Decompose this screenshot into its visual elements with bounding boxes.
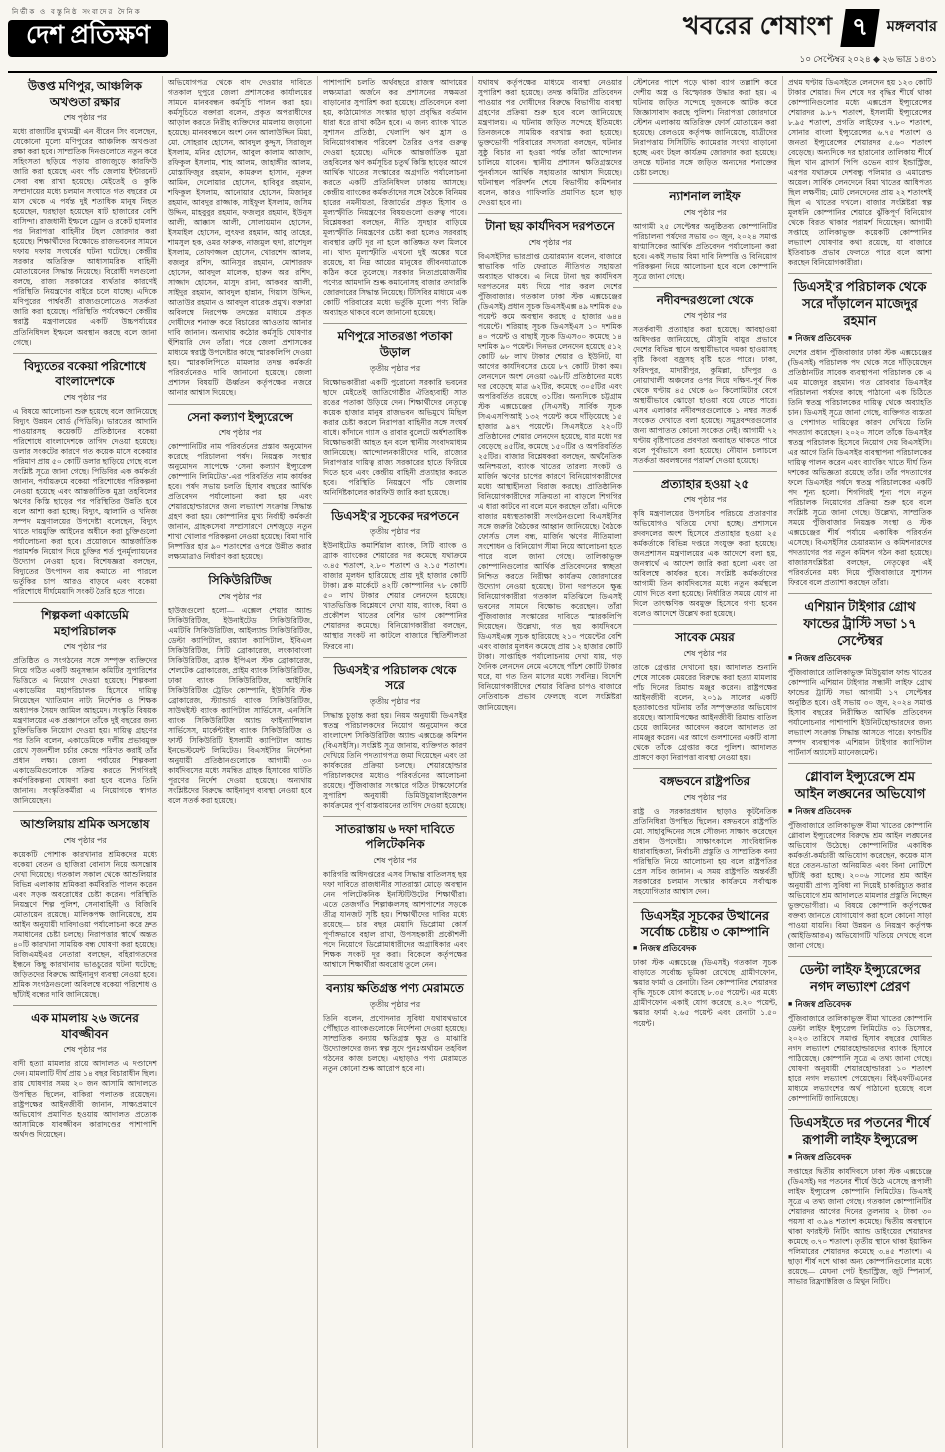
article-body: আগামী ২৫ সেপ্টেম্বর অনুষ্ঠিতব্য কোম্পানিটির পরিচালনা পর্ষদের সভায় ৩০ জুন, ২০২৪ সমাপ্ত ষাণ্মাসিকের আর্থিক প্রতিবেদন পর্যালোচনা করা হবে। একই সভায় বিমা দাবি নিষ্পত্তি ও বিনিয়োগ পরিকল্পনা নিয়ে আলোচনা হবে বলে কোম্পানি সূত্রে জানা গেছে।: [633, 221, 777, 281]
continuation-label: শেষ পৃষ্ঠার পর: [683, 207, 727, 217]
article-body: বিএসইসির ভারপ্রাপ্ত চেয়ারম্যান বলেন, বাজারে স্বাভাবিক গতি ফেরাতে নীতিগত সহায়তা অব্যাহত থাকবে। এ নিয়ে টানা ছয় কার্যদিবস দরপতনের মধ্য দিয়ে পার করল দেশের পুঁজিবাজার। গতকাল ঢাকা স্টক এক্সচেঞ্জের (ডিএসই) প্রধান সূচক ডিএসইএক্স ৪৯ দশমিক ৫৬ পয়েন্ট কমে অবস্থান করছে ৫ হাজার ৬৪৪ পয়েন্টে। শরিয়াহ সূচক ডিএসইএস ১০ দশমিক ৪০ পয়েন্ট ও বাছাই সূচক ডিএস৩০ কমেছে ১৪ দশমিক ৯০ পয়েন্ট। দিনভর লেনদেন হয়েছে ৫১২ কোটি ৬৮ লাখ টাকার শেয়ার ও ইউনিট, যা আগের কার্যদিবসের চেয়ে ৮৭ কোটি টাকা কম। লেনদেনে অংশ নেওয়া ৩৯৮টি প্রতিষ্ঠানের মধ্যে দর বেড়েছে মাত্র ৬২টির, কমেছে ৩০৫টির এবং অপরিবর্তিত রয়েছে ৩১টির। অন্যদিকে চট্টগ্রাম স্টক এক্সচেঞ্জের (সিএসই) সার্বিক সূচক সিএএসপিআই ১৩২ পয়েন্ট কমে দাঁড়িয়েছে ১৫ হাজার ৯৪৭ পয়েন্টে। সিএসইতে ২২০টি প্রতিষ্ঠানের শেয়ার লেনদেন হয়েছে, যার মধ্যে দর বেড়েছে ৪৫টির, কমেছে ১৫০টির ও অপরিবর্তিত ২৫টির। বাজার বিশ্লেষকরা বলছেন, অর্থনৈতিক অনিশ্চয়তা, ব্যাংক খাতের তারল্য সংকট ও মার্জিন ঋণের চাপের কারণে বিনিয়োগকারীদের মধ্যে আস্থাহীনতা বিরাজ করছে। প্রাতিষ্ঠানিক বিনিয়োগকারীদের সক্রিয়তা না বাড়লে শিগগির এ ধারা কাটবে না বলে মনে করছেন তাঁরা। এদিকে বাজার মধ্যস্থতাকারী সংগঠনগুলো বিএসইসির সঙ্গে জরুরি বৈঠকের আহ্বান জানিয়েছে। বৈঠকে ফোর্সড সেল বন্ধ, মার্জিন ঋণের নীতিমালা সংশোধন ও বিনিয়োগ সীমা নিয়ে আলোচনা হতে পারে বলে জানা গেছে। তালিকাভুক্ত কোম্পানিগুলোর আর্থিক প্রতিবেদনের স্বচ্ছতা নিশ্চিত করতে নিরীক্ষা কার্যক্রম জোরদারের উদ্যোগ নেওয়া হয়েছে। টানা দরপতনে ক্ষুব্ধ বিনিয়োগকারীরা গতকাল মতিঝিলে ডিএসই ভবনের সামনে বিক্ষোভ করেছেন। তাঁরা পুঁজিবাজার সংস্কারের দাবিতে স্মারকলিপি দিয়েছেন। উল্লেখ্য, গত ছয় কার্যদিবসে ডিএসইএক্স সূচক হারিয়েছে ২১০ পয়েন্টের বেশি এবং বাজার মূলধন কমেছে প্রায় ১২ হাজার কোটি টাকা। সাপ্তাহিক পর্যালোচনায় দেখা যায়, গড় দৈনিক লেনদেন নেমে এসেছে পাঁচশ কোটি টাকার ঘরে, যা গত তিন মাসের মধ্যে সর্বনিম্ন। বিদেশি বিনিয়োগকারীদের শেয়ার বিক্রির চাপও বাজারে নেতিবাচক প্রভাব ফেলছে বলে সংশ্লিষ্টরা জানিয়েছেন।: [478, 251, 622, 712]
article: [323, 323, 467, 497]
byline-square-icon: ■: [788, 654, 793, 663]
article-body: হাউজগুলো হলো— এক্সেল শেয়ার অ্যান্ড সিকিউরিটিজ, ইউনাইটেড সিকিউরিটিজ, এমটিবি সিকিউরিটিজ, আইল্যান্ড সিকিউরিটিজ, ডেল্টা ক্যাপিটাল, রয়্যাল ক্যাপিটাল, ইবিএল সিকিউরিটিজ, সিটি ব্রোকারেজ, লংকাবাংলা সিকিউরিটিজ, ব্র্যাক ইপিএল স্টক ব্রোকারেজ, শেলটেক ব্রোকারেজ, প্রাইম ব্যাংক সিকিউরিটিজ, ঢাকা ব্যাংক সিকিউরিটিজ, আইসিবি সিকিউরিটিজ ট্রেডিং কোম্পানি, ইউসিবি স্টক ব্রোকারেজ, স্ট্যান্ডার্ড ব্যাংক সিকিউরিটিজ, সাউথইস্ট ব্যাংক ক্যাপিটাল সার্ভিসেস, এনসিসি ব্যাংক সিকিউরিটিজ অ্যান্ড ফাইন্যান্সিয়াল সার্ভিসেস, মার্কেন্টাইল ব্যাংক সিকিউরিটিজ ও ফার্স্ট সিকিউরিটি ইসলামী ক্যাপিটাল অ্যান্ড ইনভেস্টমেন্ট লিমিটেড। বিএসইসির নির্দেশনা অনুযায়ী প্রতিষ্ঠানগুলোকে আগামী ৩০ কার্যদিবসের মধ্যে সমন্বিত গ্রাহক হিসাবের ঘাটতি পূরণের নির্দেশ দেওয়া হয়েছে। অন্যথায় সংশ্লিষ্টদের বিরুদ্ধে আইনানুগ ব্যবস্থা নেওয়া হবে বলে সতর্ক করা হয়েছে।: [168, 605, 312, 806]
section-header: [683, 6, 937, 67]
article: [168, 78, 312, 399]
article: [478, 78, 622, 208]
article-headline: ন্যাশনাল লাইফ: [669, 189, 741, 204]
news-column: [162, 76, 317, 1448]
article: [633, 902, 777, 1029]
article-headline: বন্যায় ক্ষতিগ্রস্ত পণ্য মেরামতে: [326, 981, 464, 996]
continuation-label: শেষ পৃষ্ঠার পর: [373, 856, 417, 866]
byline-text: নিজস্ব প্রতিবেদক: [640, 943, 697, 954]
article-body: সিদ্ধান্ত চূড়ান্ত করা হয়। নিয়ম অনুযায়ী ডিএসইর স্বতন্ত্র পরিচালকদের নিয়োগ অনুমোদন করে বাংলাদেশ সিকিউরিটিজ অ্যান্ড এক্সচেঞ্জ কমিশন (বিএসইসি)। সংশ্লিষ্ট সূত্র জানায়, ব্যক্তিগত কারণ দেখিয়ে তিনি পদত্যাগপত্র জমা দিয়েছেন এবং তা কার্যকরের প্রক্রিয়া চলছে। শেয়ারহোল্ডার পরিচালকদের মধ্যেও পরিবর্তনের আলোচনা রয়েছে। পুঁজিবাজার সংস্কারে গঠিত টাস্কফোর্সের সুপারিশ অনুযায়ী ডিমিউচুয়ালাইজেশন কার্যক্রমের পূর্ণ বাস্তবায়নের তাগিদ দেওয়া হয়েছে।: [323, 710, 467, 810]
article-body: পুঁজিবাজারে তালিকাভুক্ত মিউচুয়াল ফান্ড খাতের কোম্পানি এশিয়ান টাইগার সন্ধানী লাইফ গ্রোথ ফান্ডের ট্রাস্টি সভা আগামী ১৭ সেপ্টেম্বর অনুষ্ঠিত হবে। ওই সভায় ৩০ জুন, ২০২৪ সমাপ্ত হিসাব বছরের নিরীক্ষিত আর্থিক প্রতিবেদন পর্যালোচনার পাশাপাশি ইউনিটহোল্ডারদের জন্য লভ্যাংশ সংক্রান্ত সিদ্ধান্ত আসতে পারে। ফান্ডটির সম্পদ ব্যবস্থাপক এশিয়ান টাইগার ক্যাপিটাল পার্টনার্স অ্যাসেট ম্যানেজমেন্ট।: [788, 668, 932, 758]
article-headline: ডিএসই'র পরিচালক থেকে সরে দাঁড়ালেন মাজেদুর রহমান: [793, 279, 927, 329]
page-number: ৭: [851, 13, 868, 40]
article-body: কারিগরি অধিদপ্তরের এসব সিদ্ধান্ত বাতিলসহ ছয় দফা দাবিতে রাজধানীর সাতরাস্তা মোড়ে অবস্থান নেন পলিটেকনিক ইনস্টিটিউটের শিক্ষার্থীরা। এতে তেজগাঁও শিল্পাঞ্চলসহ আশপাশের সড়কে তীব্র যানজট সৃষ্টি হয়। শিক্ষার্থীদের দাবির মধ্যে রয়েছে— চার বছর মেয়াদি ডিপ্লোমা কোর্স পূর্ণাঙ্গভাবে বহাল রাখা, উপসহকারী প্রকৌশলী পদে নিয়োগে ডিপ্লোমাধারীদের অগ্রাধিকার এবং শিক্ষক সংকট দূর করা। বিকেলে কর্তৃপক্ষের আশ্বাসে শিক্ষার্থীরা অবরোধ তুলে নেন।: [323, 870, 467, 970]
byline: [788, 998, 932, 1012]
article-headline: সাতরাস্তায় ৬ দফা দাবিতে পলিটেকনিক: [335, 821, 455, 852]
article: [323, 816, 467, 970]
article-headline: আশুলিয়ায় শ্রমিক অসন্তোষ: [20, 817, 150, 832]
page-header: [8, 6, 937, 73]
byline: [633, 942, 777, 956]
columns: [8, 76, 937, 1448]
article: [788, 593, 932, 758]
byline: [788, 805, 932, 819]
article: [323, 975, 467, 1074]
byline-text: নিজস্ব প্রতিবেদক: [795, 332, 852, 343]
section-title: খবরের শেষাংশ: [682, 13, 833, 40]
article: [633, 78, 777, 178]
article-body: সপ্তাহের দ্বিতীয় কার্যদিবসে ঢাকা স্টক এক্সচেঞ্জে (ডিএসই) দর পতনের শীর্ষে উঠে এসেছে রূপালী লাইফ ইন্স্যুরেন্স কোম্পানি লিমিটেড। ডিএসই সূত্রে এ তথ্য জানা গেছে। গতকাল কোম্পানিটির শেয়ারদর আগের দিনের তুলনায় ২ টাকা ৩০ পয়সা বা ৩.৯৪ শতাংশ কমেছে। দ্বিতীয় অবস্থানে থাকা ফারইস্ট নিটিং অ্যান্ড ডাইংয়ের শেয়ারদর কমেছে ৩.৭০ শতাংশ। তৃতীয় স্থানে থাকা ইয়াকিন পলিমারের শেয়ারদর কমেছে ৩.৪৫ শতাংশ। এ ছাড়া শীর্ষ দশে থাকা অন্য কোম্পানিগুলোর মধ্যে রয়েছে— মেঘনা পেট ইন্ডাস্ট্রিজ, জুট স্পিনার্স, সাভার রিফ্র্যাক্টরিজ ও মিথুন নিটিং।: [788, 1166, 932, 1287]
article: [323, 78, 467, 318]
news-column: [8, 76, 162, 1448]
byline-text: নিজস্ব প্রতিবেদক: [795, 1151, 852, 1162]
article-body: পুঁজিবাজারে তালিকাভুক্ত বীমা খাতের কোম্পানি ডেল্টা লাইফ ইন্স্যুরেন্স লিমিটেড ৩১ ডিসেম্বর, ২০২৩ তারিখে সমাপ্ত হিসাব বছরের ঘোষিত নগদ লভ্যাংশ শেয়ারহোল্ডারদের ব্যাংক হিসাবে পাঠিয়েছে। কোম্পানি সূত্রে এ তথ্য জানা গেছে। ঘোষণা অনুযায়ী শেয়ারহোল্ডাররা ১০ শতাংশ হারে নগদ লভ্যাংশ পেয়েছেন। বিইএফটিএনের মাধ্যমে লভ্যাংশের অর্থ পাঠানো হয়েছে বলে কোম্পানিটি জানিয়েছে।: [788, 1013, 932, 1104]
continuation-label: শেষ পৃষ্ঠার পর: [63, 642, 107, 652]
masthead-tagline: নির্ভীক ও বস্তুনিষ্ঠ সংবাদের দৈনিক: [12, 8, 142, 16]
article-body: বিক্ষোভকারীরা একটি পুরোনো সরকারি ভবনের ছাদে মেইতেই জাতিগোষ্ঠীর ঐতিহ্যবাহী সাত রঙের পতাকা উড়িয়ে দেন। শিক্ষার্থীদের নেতৃত্বে কয়েক হাজার মানুষ রাজভবন অভিমুখে মিছিল করার চেষ্টা করলে নিরাপত্তা বাহিনীর সঙ্গে সংঘর্ষ বাধে। কাঁদানে গ্যাস ও রাবার বুলেটে অর্ধশতাধিক বিক্ষোভকারী আহত হন বলে স্থানীয় সংবাদমাধ্যম জানিয়েছে। আন্দোলনকারীদের দাবি, রাজ্যের নিরাপত্তার দায়িত্ব রাজ্য সরকারের হাতে ফিরিয়ে দিতে হবে এবং কেন্দ্রীয় বাহিনী প্রত্যাহার করতে হবে। পরিস্থিতি নিয়ন্ত্রণে পাঁচ জেলায় অনির্দিষ্টকালের কারফিউ জারি করা হয়েছে।: [323, 377, 467, 497]
article: [13, 811, 157, 1000]
article: [13, 1005, 157, 1139]
article-body: এ বিষয়ে আলোচনা শুরু হয়েছে বলে জানিয়েছে বিদ্যুৎ উন্নয়ন বোর্ড (পিডিবি)। ভারতের আদানি পাওয়ারসহ কয়েকটি প্রতিষ্ঠানের বকেয়া পরিশোধে বাংলাদেশকে তাগিদ দেওয়া হয়েছে। ডলার সংকটের কারণে গত কয়েক মাসে বকেয়ার পরিমাণ প্রায় ৫০ কোটি ডলার ছাড়িয়ে গেছে বলে সংশ্লিষ্ট সূত্রে জানা গেছে। পিডিবির এক কর্মকর্তা জানান, পর্যায়ক্রমে বকেয়া পরিশোধের পরিকল্পনা নেওয়া হয়েছে এবং আন্তর্জাতিক মুদ্রা তহবিলের ঋণের কিস্তি ছাড়ের পর পরিস্থিতির উন্নতি হবে বলে আশা করা হচ্ছে। বিদ্যুৎ, জ্বালানি ও খনিজ সম্পদ মন্ত্রণালয়ের উপদেষ্টা বলেছেন, বিদ্যুৎ খাতে দায়মুক্তি আইনের অধীনে করা চুক্তিগুলো পর্যালোচনা করা হবে। প্রয়োজনে আন্তর্জাতিক পরামর্শক নিয়োগ দিয়ে চুক্তির শর্ত পুনর্মূল্যায়নের উদ্যোগ নেওয়া হবে। বিশেষজ্ঞরা বলছেন, বিদ্যুতের উৎপাদন ব্যয় কমাতে না পারলে ভর্তুকির চাপ আরও বাড়বে এবং বকেয়া পরিশোধে দীর্ঘমেয়াদি সংকট তৈরি হতে পারে।: [13, 406, 157, 596]
article-body: কোম্পানিটির নাম পরিবর্তনের প্রস্তাব অনুমোদন করেছে পরিচালনা পর্ষদ। নিয়ন্ত্রক সংস্থার অনুমোদন সাপেক্ষে ‘সেনা কল্যাণ ইন্স্যুরেন্স কোম্পানি লিমিটেড’-এর পরিবর্তিত নাম কার্যকর হবে। পর্ষদ সভায় চলতি হিসাব বছরের আর্থিক প্রতিবেদন পর্যালোচনা করা হয় এবং শেয়ারহোল্ডারদের জন্য লভ্যাংশ সংক্রান্ত সিদ্ধান্ত গ্রহণ করা হয়। কোম্পানির মুখ্য নির্বাহী কর্মকর্তা জানান, গ্রাহকসেবা সম্প্রসারণে দেশজুড়ে নতুন শাখা খোলার পরিকল্পনা নেওয়া হয়েছে। বিমা দাবি নিষ্পত্তির হার ৯০ শতাংশের ওপরে উন্নীত করার লক্ষ্যমাত্রাও নির্ধারণ করা হয়েছে।: [168, 442, 312, 562]
article: [633, 183, 777, 282]
continuation-label: তৃতীয় পৃষ্ঠার পর: [369, 696, 421, 706]
article-body: স্টেশনের পাশে পড়ে থাকা ব্যাগ তল্লাশি করে দেশীয় অস্ত্র ও বিস্ফোরক উদ্ধার করা হয়। এ ঘটনায় জড়িত সন্দেহে দুজনকে আটক করে জিজ্ঞাসাবাদ করছে পুলিশ। নিরাপত্তা জোরদারে স্টেশন এলাকায় অতিরিক্ত ফোর্স মোতায়েন করা হয়েছে। রেলওয়ে কর্তৃপক্ষ জানিয়েছে, যাত্রীদের নিরাপত্তায় সিসিটিভি ক্যামেরার সংখ্যা বাড়ানো হচ্ছে এবং টহল কার্যক্রম জোরদার করা হয়েছে। তদন্তে ঘটনার সঙ্গে জড়িত অন্যদের শনাক্তের চেষ্টা চলছে।: [633, 78, 777, 178]
continuation-label: তৃতীয় পৃষ্ঠার পর: [369, 999, 421, 1009]
continuation-label: শেষ পৃষ্ঠার পর: [528, 237, 572, 247]
article-headline: মণিপুরে সাতরঙা পতাকা উড়াল: [337, 329, 453, 359]
article: [788, 763, 932, 951]
news-column: [782, 76, 937, 1448]
byline-text: নিজস্ব প্রতিবেদক: [795, 653, 852, 664]
article-body: ইউনাইটেড কমার্শিয়াল ব্যাংক, সিটি ব্যাংক ও ব্র্যাক ব্যাংকের শেয়ারের দর কমেছে যথাক্রমে ৩.৪৫ শতাংশ, ২.৮০ শতাংশ ও ২.১৫ শতাংশ। বাজার মূলধন হারিয়েছে প্রায় দুই হাজার কোটি টাকা। ব্লক মার্কেটে ৪২টি কোম্পানির ৭৮ কোটি ৫০ লাখ টাকার শেয়ার লেনদেন হয়েছে। খাতভিত্তিক বিশ্লেষণে দেখা যায়, ব্যাংক, বিমা ও প্রকৌশল খাতের বেশির ভাগ কোম্পানির শেয়ারদর কমেছে। বিনিয়োগকারীরা বলছেন, আস্থার সংকট না কাটলে বাজারে স্থিতিশীলতা ফিরবে না।: [323, 541, 467, 651]
byline-square-icon: ■: [788, 333, 793, 342]
date-line: ১০ সেপ্টেম্বর ২০২৪ ◆ ২৬ ভাদ্র ১৪৩১: [799, 54, 937, 64]
article-headline: এশিয়ান টাইগার গ্রোথ ফান্ডের ট্রাস্টি সভা ১৭ সেপ্টেম্বর: [803, 599, 917, 649]
article-body: প্রতিষ্ঠিত ও সংগঠনের সঙ্গে সম্পৃক্ত ব্যক্তিদের নিয়ে গঠিত একটি অনুসন্ধান কমিটির সুপারিশের ভিত্তিতে এ নিয়োগ দেওয়া হয়েছে। শিল্পকলা একাডেমির মহাপরিচালক হিসেবে দায়িত্ব নিয়েছেন খ্যাতিমান নাট্য নির্দেশক ও শিক্ষক অধ্যাপক সৈয়দ জামিল আহমেদ। সংস্কৃতি বিষয়ক মন্ত্রণালয়ের এক প্রজ্ঞাপনে তাঁকে দুই বছরের জন্য চুক্তিভিত্তিক নিয়োগ দেওয়া হয়। দায়িত্ব গ্রহণের পর তিনি বলেন, একাডেমিকে দলীয় প্রভাবমুক্ত রেখে সৃজনশীল চর্চার কেন্দ্রে পরিণত করাই তাঁর প্রধান লক্ষ্য। জেলা পর্যায়ের শিল্পকলা একাডেমিগুলোকে সক্রিয় করতে শিগগিরই কর্মপরিকল্পনা ঘোষণা করা হবে বলেও তিনি জানান। সংস্কৃতিকর্মীরা এ নিয়োগকে স্বাগত জানিয়েছেন।: [13, 656, 157, 806]
article-headline: উত্তপ্ত মণিপুর, আঞ্চলিক অখণ্ডতা রক্ষার: [27, 79, 143, 109]
article-body: দেশের প্রধান পুঁজিবাজার ঢাকা স্টক এক্সচেঞ্জের (ডিএসই) পরিচালক পদ থেকে সরে দাঁড়িয়েছেন প্রতিষ্ঠানটির সাবেক ব্যবস্থাপনা পরিচালক কে এ এম মাজেদুর রহমান। গত রোববার ডিএসইর পরিচালনা পর্ষদের কাছে পাঠানো এক চিঠিতে তিনি স্বতন্ত্র পরিচালকের দায়িত্ব থেকে অব্যাহতি চান। ডিএসই সূত্রে জানা গেছে, ব্যক্তিগত ব্যস্ততা ও পেশাগত দায়িত্বের কারণ দেখিয়ে তিনি পদত্যাগ করেছেন। ২০২০ সালে তাঁকে ডিএসইর স্বতন্ত্র পরিচালক হিসেবে নিয়োগ দেয় বিএসইসি। এর আগে তিনি ডিএসইর ব্যবস্থাপনা পরিচালকের দায়িত্ব পালন করেন এবং ব্যাংকিং খাতে দীর্ঘ তিন দশকের অভিজ্ঞতা রয়েছে তাঁর। তাঁর পদত্যাগের ফলে ডিএসইর পর্ষদে স্বতন্ত্র পরিচালকের একটি পদ শূন্য হলো। শিগগিরই শূন্য পদে নতুন পরিচালক নিয়োগের প্রক্রিয়া শুরু হবে বলে সংশ্লিষ্ট সূত্রে জানা গেছে। উল্লেখ্য, সাম্প্রতিক সময়ে পুঁজিবাজার নিয়ন্ত্রক সংস্থা ও স্টক এক্সচেঞ্জের শীর্ষ পর্যায়ে একাধিক পরিবর্তন এসেছে। বিএসইসির চেয়ারম্যান ও কমিশনারদের পদত্যাগের পর নতুন কমিশন গঠন করা হয়েছে। বাজারসংশ্লিষ্টরা বলছেন, নেতৃত্বের এই পরিবর্তনের মধ্য দিয়ে পুঁজিবাজারে সুশাসন ফিরবে বলে প্রত্যাশা করছেন তাঁরা।: [788, 347, 932, 588]
article: [478, 213, 622, 712]
article-headline: ডেল্টা লাইফ ইন্স্যুরেন্সের নগদ লভ্যাংশ প্রেরণ: [799, 962, 921, 995]
byline-text: নিজস্ব প্রতিবেদক: [795, 998, 852, 1009]
article: [788, 273, 932, 588]
continuation-label: শেষ পৃষ্ঠার পর: [63, 1045, 107, 1055]
article: [323, 503, 467, 652]
article-body: তাকে গ্রেপ্তার দেখানো হয়। আদালত শুনানি শেষে সাবেক মেয়রের বিরুদ্ধে করা হত্যা মামলায় পাঁচ দিনের রিমান্ড মঞ্জুর করেন। রাষ্ট্রপক্ষের আইনজীবী বলেন, ২০১৯ সালের একটি হত্যাকাণ্ডের ঘটনায় তাঁর সম্পৃক্ততার অভিযোগ রয়েছে। আসামিপক্ষের আইনজীবী রিমান্ড বাতিল চেয়ে জামিনের আবেদন করলে আদালত তা নামঞ্জুর করেন। এর আগে গুলশানের একটি বাসা থেকে তাঁকে গ্রেপ্তার করে পুলিশ। আদালত প্রাঙ্গণে কড়া নিরাপত্তা ব্যবস্থা নেওয়া হয়।: [633, 663, 777, 763]
page-number-badge: [840, 9, 879, 47]
article-headline: এক মামলায় ২৬ জনের যাবজ্জীবন: [31, 1011, 139, 1041]
article-headline: সেনা কল্যাণ ইন্স্যুরেন্সে: [187, 409, 293, 424]
article-headline: শিল্পকলা একাডেমি মহাপরিচালক: [41, 608, 129, 638]
continuation-label: শেষ পৃষ্ঠার পর: [683, 495, 727, 505]
continuation-label: তৃতীয় পৃষ্ঠার পর: [369, 363, 421, 373]
article-headline: নদীবন্দরগুলো থেকে: [656, 292, 754, 307]
byline-square-icon: ■: [788, 1152, 793, 1161]
article-body: সতর্কবাণী প্রত্যাহার করা হয়েছে। আবহাওয়া অধিদপ্তর জানিয়েছে, মৌসুমি বায়ুর প্রভাবে দেশের বিভিন্ন স্থানে অস্থায়ীভাবে দমকা হাওয়াসহ বৃষ্টি কিংবা বজ্রসহ বৃষ্টি হতে পারে। ঢাকা, ফরিদপুর, মাদারীপুর, কুমিল্লা, চাঁদপুর ও নোয়াখালী অঞ্চলের ওপর দিয়ে দক্ষিণ-পূর্ব দিক থেকে ঘণ্টায় ৪৫ থেকে ৬০ কিলোমিটার বেগে অস্থায়ীভাবে ঝোড়ো হাওয়া বয়ে যেতে পারে। এসব এলাকার নদীবন্দরগুলোকে ১ নম্বর সতর্ক সংকেত দেখাতে বলা হয়েছে। সমুদ্রবন্দরগুলোর জন্য আপাতত কোনো সংকেত নেই। আগামী ৭২ ঘণ্টায় বৃষ্টিপাতের প্রবণতা অব্যাহত থাকতে পারে বলে পূর্বাভাসে বলা হয়েছে। নৌযান চলাচলে সতর্কতা অবলম্বনের পরামর্শ দেওয়া হয়েছে।: [633, 325, 777, 465]
byline-text: নিজস্ব প্রতিবেদক: [795, 805, 852, 816]
section-header-row: [683, 6, 937, 49]
article-headline: বঙ্গভবনে রাষ্ট্রপতির: [659, 774, 751, 789]
article-headline: সিকিউরিটিজ: [208, 573, 272, 588]
byline-square-icon: ■: [633, 944, 638, 953]
article-body: অভিযোগপত্র থেকে বাদ দেওয়ার দাবিতে গতকাল দুপুরে জেলা প্রশাসকের কার্যালয়ের সামনে মানববন্ধন কর্মসূচি পালন করা হয়। কর্মসূচিতে বক্তারা বলেন, প্রকৃত অপরাধীদের আড়াল করতে নিরীহ ব্যক্তিদের মামলায় জড়ানো হয়েছে। মানববন্ধনে অংশ নেন আলাউদ্দিন মিয়া, মো. সোহরাব হোসেন, আবদুল কুদ্দুস, সিরাজুল ইসলাম, মনির হোসেন, আবুল কালাম আজাদ, রফিকুল ইসলাম, শাহ আলম, জাহাঙ্গীর আলম, মোস্তাফিজুর রহমান, কামরুল হাসান, নূরুল আমিন, দেলোয়ার হোসেন, হাবিবুর রহমান, শফিকুল ইসলাম, আনোয়ার হোসেন, মিজানুর রহমান, আবদুর রাজ্জাক, সাইফুল ইসলাম, জসিম উদ্দিন, মাহবুবুর রহমান, ফজলুর রহমান, ইউনুস আলী, আক্কাস আলী, সোলায়মান হোসেন, ইসমাইল হোসেন, লুৎফর রহমান, আবু তাহের, শামসুল হক, ওমর ফারুক, নাজমুল হুদা, রাশেদুল ইসলাম, তোফাজ্জল হোসেন, খোরশেদ আলম, বজলুর রশিদ, আনিসুর রহমান, মোশাররফ হোসেন, আবদুল মালেক, হারুন অর রশিদ, সাজ্জাদ হোসেন, মাসুদ রানা, আকবর আলী, সাইদুর রহমান, আবদুল হান্নান, গিয়াস উদ্দিন, আতাউর রহমান ও আবদুল বারেক প্রমুখ। বক্তারা অবিলম্বে নিরপেক্ষ তদন্তের মাধ্যমে প্রকৃত দোষীদের শনাক্ত করে বিচারের আওতায় আনার দাবি জানান। অন্যথায় কঠোর কর্মসূচি ঘোষণার হুঁশিয়ারি দেন তাঁরা। পরে জেলা প্রশাসকের মাধ্যমে স্বরাষ্ট্র উপদেষ্টার কাছে স্মারকলিপি দেওয়া হয়। স্মারকলিপিতে মামলার তদন্ত কর্মকর্তা পরিবর্তনেরও দাবি জানানো হয়েছে। জেলা প্রশাসন বিষয়টি ঊর্ধ্বতন কর্তৃপক্ষের নজরে আনার আশ্বাস দিয়েছে।: [168, 78, 312, 398]
article: [788, 1109, 932, 1287]
article-headline: ডিএসই'র সূচকের দরপতনে: [331, 508, 459, 523]
continuation-label: শেষ পৃষ্ঠার পর: [683, 792, 727, 802]
masthead: [8, 6, 168, 57]
article: [633, 768, 777, 897]
article-body: ঢাকা স্টক এক্সচেঞ্জে (ডিএসই) গতকাল সূচক বাড়াতে সর্বোচ্চ ভূমিকা রেখেছে গ্রামীণফোন, স্কয়ার ফার্মা ও রেনাটা। তিন কোম্পানির শেয়ারদর বৃদ্ধি সূচকে যোগ করেছে ৮.৩৫ পয়েন্ট। এর মধ্যে গ্রামীণফোন একাই যোগ করেছে ৪.২০ পয়েন্ট, স্কয়ার ফার্মা ২.৬৫ পয়েন্ট এবং রেনাটা ১.৫০ পয়েন্ট।: [633, 958, 777, 1028]
news-column: [472, 76, 627, 1448]
article-headline: টানা ছয় কার্যদিবস দরপতনে: [485, 219, 615, 234]
continuation-label: শেষ পৃষ্ঠার পর: [218, 428, 262, 438]
article: [13, 602, 157, 806]
continuation-label: শেষ পৃষ্ঠার পর: [683, 649, 727, 659]
byline-square-icon: ■: [788, 806, 793, 815]
article: [788, 956, 932, 1104]
article: [168, 404, 312, 563]
byline-square-icon: ■: [788, 999, 793, 1008]
continuation-label: শেষ পৃষ্ঠার পর: [218, 591, 262, 601]
article-body: পুঁজিবাজারে তালিকাভুক্ত বীমা খাতের কোম্পানি গ্লোবাল ইন্স্যুরেন্সের বিরুদ্ধে শ্রম আইন লঙ্ঘনের অভিযোগ উঠেছে। কোম্পানিটির একাধিক কর্মকর্তা-কর্মচারী অভিযোগ করেছেন, কয়েক মাস ধরে বেতন-ভাতা অনিয়মিত এবং বিনা নোটিশে ছাঁটাই করা হচ্ছে। ২০০৬ সালের শ্রম আইন অনুযায়ী প্রাপ্য সুবিধা না দিয়েই চাকরিচ্যুত করার অভিযোগে শ্রম আদালতে মামলার প্রস্তুতি নিচ্ছেন ভুক্তভোগীরা। এ বিষয়ে কোম্পানি কর্তৃপক্ষের বক্তব্য জানতে যোগাযোগ করা হলে কোনো সাড়া পাওয়া যায়নি। বিমা উন্নয়ন ও নিয়ন্ত্রণ কর্তৃপক্ষ (আইডিআরএ) অভিযোগটি খতিয়ে দেখছে বলে জানা গেছে।: [788, 820, 932, 951]
article-body: কৃষি মন্ত্রণালয়ের উপসচিব পরিচয়ে প্রতারণার অভিযোগও খতিয়ে দেখা হচ্ছে। প্রশাসনে রদবদলের অংশ হিসেবে প্রত্যাহার হওয়া ২৫ কর্মকর্তাকে বিভিন্ন দপ্তরে সংযুক্ত করা হয়েছে। জনপ্রশাসন মন্ত্রণালয়ের এক আদেশে বলা হয়, জনস্বার্থে এ আদেশ জারি করা হলো এবং তা অবিলম্বে কার্যকর হবে। সংশ্লিষ্ট কর্মকর্তাদের আগামী তিন কার্যদিবসের মধ্যে নতুন কর্মস্থলে যোগ দিতে বলা হয়েছে। নির্ধারিত সময়ে যোগ না দিলে তাৎক্ষণিক অবমুক্ত হিসেবে গণ্য হবেন বলেও আদেশে উল্লেখ করা হয়েছে।: [633, 509, 777, 619]
article-body: পাশাপাশি চলতি অর্থবছরে রাজস্ব আদায়ের লক্ষ্যমাত্রা অর্জনে কর প্রশাসনের সক্ষমতা বাড়ানোর সুপারিশ করা হয়েছে। প্রতিবেদনে বলা হয়, কাঠামোগত সংস্কার ছাড়া প্রবৃদ্ধির বর্তমান ধারা ধরে রাখা কঠিন হবে। এ জন্য ব্যাংক খাতে সুশাসন প্রতিষ্ঠা, খেলাপি ঋণ হ্রাস ও বিনিয়োগবান্ধব পরিবেশ তৈরির ওপর গুরুত্ব দেওয়া হয়েছে। এদিকে আন্তর্জাতিক মুদ্রা তহবিলের ঋণ কর্মসূচির চতুর্থ কিস্তি ছাড়ের আগে আর্থিক খাতের সংস্কারের অগ্রগতি পর্যালোচনা করতে একটি প্রতিনিধিদল ঢাকায় আসছে। কেন্দ্রীয় ব্যাংকের কর্মকর্তাদের সঙ্গে বৈঠকে বিনিময় হারের নমনীয়তা, রিজার্ভের প্রকৃত হিসাব ও মূল্যস্ফীতি নিয়ন্ত্রণের বিষয়গুলো গুরুত্ব পাবে। বিশ্লেষকরা বলছেন, নীতি সুদহার বাড়িয়ে মূল্যস্ফীতি নিয়ন্ত্রণের চেষ্টা করা হলেও সরবরাহ ব্যবস্থার ত্রুটি দূর না হলে কাঙ্ক্ষিত ফল মিলবে না। খাদ্য মূল্যস্ফীতি এখনো দুই অঙ্কের ঘরে রয়েছে, যা নিম্ন আয়ের মানুষের জীবনযাত্রাকে কঠিন করে তুলেছে। সরকার নিত্যপ্রয়োজনীয় পণ্যের আমদানি শুল্ক কমানোসহ বাজার তদারকি জোরদারের সিদ্ধান্ত নিয়েছে। টিসিবির মাধ্যমে এক কোটি পরিবারের মধ্যে ভর্তুকি মূল্যে পণ্য বিক্রি অব্যাহত থাকবে বলে জানানো হয়েছে।: [323, 78, 467, 318]
article-headline: প্রত্যাহার হওয়া ২৫: [660, 476, 750, 491]
news-column: [627, 76, 782, 1448]
article-body: মধ্যে রাজ্যটির মুখ্যমন্ত্রী এন বীরেন সিং বলেছেন, যেকোনো মূল্যে মণিপুরের আঞ্চলিক অখণ্ডতা রক্ষা করা হবে। সাম্প্রতিক দিনগুলোতে নতুন করে সহিংসতা ছড়িয়ে পড়ায় রাজ্যজুড়ে কারফিউ জারি করা হয়েছে এবং পাঁচ জেলায় ইন্টারনেট সেবা বন্ধ রাখা হয়েছে। মেইতেই ও কুকি সম্প্রদায়ের মধ্যে চলমান সংঘাতে গত বছরের মে মাস থেকে এ পর্যন্ত দুই শতাধিক মানুষ নিহত হয়েছেন, ঘরছাড়া হয়েছেন ষাট হাজারের বেশি বাসিন্দা। রাজধানী ইম্ফলে ড্রোন ও রকেট হামলার পর নিরাপত্তা বাহিনীর টহল জোরদার করা হয়েছে। শিক্ষার্থীদের বিক্ষোভে রাজভবনের সামনে দফায় দফায় সংঘর্ষের ঘটনা ঘটেছে। কেন্দ্রীয় সরকার অতিরিক্ত আধাসামরিক বাহিনী মোতায়েনের সিদ্ধান্ত নিয়েছে। বিরোধী দলগুলো বলছে, রাজ্য সরকারের ব্যর্থতার কারণেই পরিস্থিতি নিয়ন্ত্রণের বাইরে চলে যাচ্ছে। এদিকে মণিপুরের পার্শ্ববর্তী রাজ্যগুলোতেও সতর্কতা জারি করা হয়েছে। পরিস্থিতি পর্যবেক্ষণে কেন্দ্রীয় স্বরাষ্ট্র মন্ত্রণালয়ের একটি উচ্চপর্যায়ের প্রতিনিধিদল ইম্ফলে অবস্থান করছে বলে জানা গেছে।: [13, 127, 157, 347]
article: [633, 287, 777, 466]
article-headline: ডিএসই'র পরিচালক থেকে সরে: [333, 662, 457, 693]
continuation-label: শেষ পৃষ্ঠার পর: [63, 392, 107, 402]
article: [323, 657, 467, 811]
continuation-label: শেষ পৃষ্ঠার পর: [63, 113, 107, 123]
article-body: তিনি বলেন, প্রণোদনার সুবিধা যথাযথভাবে পৌঁছাতে ব্যাংকগুলোকে নির্দেশনা দেওয়া হয়েছে। সাম্প্রতিক বন্যায় ক্ষতিগ্রস্ত ক্ষুদ্র ও মাঝারি উদ্যোক্তাদের জন্য স্বল্প সুদে পুনঃঅর্থায়ন তহবিল গঠনের কাজ চলছে। এছাড়াও পণ্য মেরামতে নতুন কোনো শুল্ক আরোপ হবে না।: [323, 1013, 467, 1073]
article: [788, 78, 932, 268]
weekday-label: মঙ্গলবার: [886, 19, 937, 35]
article: [13, 79, 157, 348]
news-column: [317, 76, 472, 1448]
article-body: কয়েকটি পোশাক কারখানার শ্রমিকদের মধ্যে বকেয়া বেতন ও হাজিরা বোনাস নিয়ে অসন্তোষ দেখা দিয়েছে। গতকাল সকাল থেকে আশুলিয়ার বিভিন্ন এলাকায় শ্রমিকরা কর্মবিরতি পালন করেন এবং সড়ক অবরোধের চেষ্টা করেন। পরিস্থিতি নিয়ন্ত্রণে শিল্প পুলিশ, সেনাবাহিনী ও বিজিবি মোতায়েন রয়েছে। মালিকপক্ষ জানিয়েছে, শ্রম আইন অনুযায়ী দাবিদাওয়া পর্যালোচনা করে দ্রুত সমাধানের চেষ্টা চলছে। নিরাপত্তার স্বার্থে অন্তত ৪০টি কারখানা সাময়িক বন্ধ ঘোষণা করা হয়েছে। বিজিএমইএর নেতারা বলছেন, বহিরাগতদের ইন্ধনে কিছু কারখানায় ভাঙচুরের ঘটনা ঘটেছে; জড়িতদের বিরুদ্ধে আইনানুগ ব্যবস্থা নেওয়া হবে। শ্রমিক সংগঠনগুলো অবিলম্বে বকেয়া পরিশোধ ও ছাঁটাই বন্ধের দাবি জানিয়েছে।: [13, 850, 157, 1000]
article-headline: সাবেক মেয়র: [675, 630, 735, 645]
continuation-label: শেষ পৃষ্ঠার পর: [683, 311, 727, 321]
article: [13, 353, 157, 597]
article-body: রাষ্ট্র ও সরকারপ্রধান ছাড়াও কূটনৈতিক প্রতিনিধিরা উপস্থিত ছিলেন। বঙ্গভবনে রাষ্ট্রপতি মো. সাহাবুদ্দিনের সঙ্গে সৌজন্য সাক্ষাৎ করেছেন প্রধান উপদেষ্টা। সাক্ষাৎকালে সাংবিধানিক ধারাবাহিকতা, নির্বাচনী প্রস্তুতি ও সাম্প্রতিক বন্যা পরিস্থিতি নিয়ে আলোচনা হয় বলে রাষ্ট্রপতির প্রেস সচিব জানান। এ সময় রাষ্ট্রপতি অন্তর্বর্তী সরকারের চলমান সংস্কার কার্যক্রমে সর্বাত্মক সহযোগিতার আশ্বাস দেন।: [633, 806, 777, 896]
article-body: বাদী হত্যা মামলার রায়ে আদালত এ দণ্ডাদেশ দেন। মামলাটি দীর্ঘ প্রায় ১৪ বছর বিচারাধীন ছিল। রায় ঘোষণার সময় ২০ জন আসামি আদালতে উপস্থিত ছিলেন, বাকিরা পলাতক রয়েছেন। রাষ্ট্রপক্ষের আইনজীবী জানান, সাক্ষ্যপ্রমাণে অভিযোগ প্রমাণিত হওয়ায় আদালত প্রত্যেক আসামিকে যাবজ্জীবন কারাদণ্ডের পাশাপাশি অর্থদণ্ড দিয়েছেন।: [13, 1059, 157, 1139]
byline: [788, 652, 932, 666]
continuation-label: তৃতীয় পৃষ্ঠার পর: [369, 527, 421, 537]
article: [633, 624, 777, 763]
article: [633, 471, 777, 620]
continuation-label: শেষ পৃষ্ঠার পর: [63, 836, 107, 846]
article: [168, 567, 312, 806]
article-body: যথাযথ কর্তৃপক্ষের মাধ্যমে ব্যবস্থা নেওয়ার সুপারিশ করা হয়েছে। তদন্ত কমিটির প্রতিবেদন পাওয়ার পর দোষীদের বিরুদ্ধে বিভাগীয় ব্যবস্থা গ্রহণের প্রক্রিয়া শুরু হবে বলে জানিয়েছে মন্ত্রণালয়। এ ঘটনায় জড়িত সন্দেহে ইতিমধ্যে তিনজনকে সাময়িক বরখাস্ত করা হয়েছে। ভুক্তভোগী পরিবারের সদস্যরা বলছেন, ঘটনার সুষ্ঠু বিচার না হওয়া পর্যন্ত তাঁরা আন্দোলন চালিয়ে যাবেন। স্থানীয় প্রশাসন ক্ষতিগ্রস্তদের পুনর্বাসনে আর্থিক সহায়তার আশ্বাস দিয়েছে। ঘটনাস্থল পরিদর্শন শেষে বিভাগীয় কমিশনার বলেন, কারও গাফিলতি প্রমাণিত হলে ছাড় দেওয়া হবে না।: [478, 78, 622, 208]
article-headline: ডিএসইর সূচকের উত্থানের সর্বোচ্চ চেষ্টায় ৩ কোম্পানি: [640, 908, 770, 940]
byline: [788, 332, 932, 346]
masthead-title: দেশ প্রতিক্ষণ: [8, 20, 168, 57]
article-body: প্রথম ঘণ্টায় ডিএসইতে লেনদেন হয় ১২৩ কোটি টাকার শেয়ার। দিন শেষে দর বৃদ্ধির শীর্ষে থাকা কোম্পানিগুলোর মধ্যে এক্সপ্রেস ইন্স্যুরেন্সের শেয়ারদর ৯.৮৭ শতাংশ, ইসলামী ইন্স্যুরেন্সের ৮.৯৫ শতাংশ, প্রগতি লাইফের ৭.৮০ শতাংশ, সোনার বাংলা ইন্স্যুরেন্সের ৬.৭৫ শতাংশ ও জনতা ইন্স্যুরেন্সের শেয়ারদর ৫.৬০ শতাংশ বেড়েছে। অন্যদিকে দর হারানোর তালিকায় শীর্ষে ছিল খান ব্রাদার্স পিপি ওভেন ব্যাগ ইন্ডাস্ট্রিজ, এরপর যথাক্রমে দেশবন্ধু পলিমার ও এমারেল্ড অয়েল। সার্বিক লেনদেনে বিমা খাতের আধিপত্য ছিল লক্ষণীয়; মোট লেনদেনের প্রায় ২২ শতাংশই ছিল এ খাতের দখলে। বাজার সংশ্লিষ্টরা স্বল্প মূলধনি কোম্পানির শেয়ারে ঝুঁকিপূর্ণ বিনিয়োগ থেকে বিরত থাকার পরামর্শ দিয়েছেন। আগামী সপ্তাহে তালিকাভুক্ত কয়েকটি কোম্পানির লভ্যাংশ ঘোষণার কথা রয়েছে, যা বাজারে ইতিবাচক প্রভাব ফেলতে পারে বলে আশা করছেন বিনিয়োগকারীরা।: [788, 78, 932, 268]
byline: [788, 1151, 932, 1165]
article-headline: গ্লোবাল ইন্স্যুরেন্সে শ্রম আইন লঙ্ঘনের অভিযোগ: [794, 769, 926, 802]
article-headline: বিদ্যুতের বকেয়া পরিশোধে বাংলাদেশকে: [24, 358, 146, 389]
article-headline: ডিএসইতে দর পতনের শীর্ষে রূপালী লাইফ ইন্স্যুরেন্স: [790, 1115, 930, 1147]
